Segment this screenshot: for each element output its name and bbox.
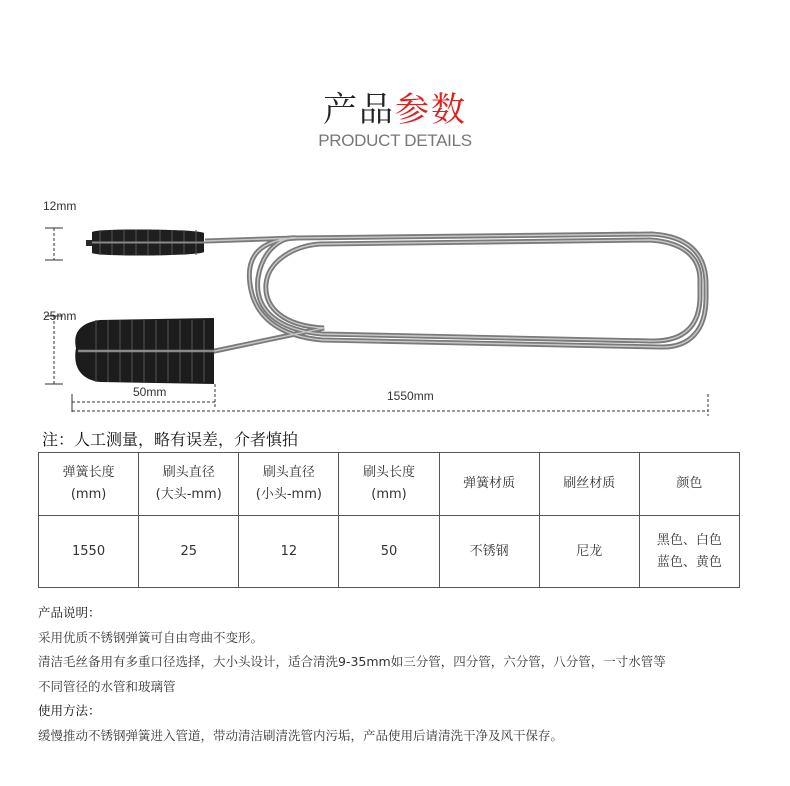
small-brush-head: [86, 229, 205, 255]
header-head-length: 刷头长度 (mm): [339, 453, 439, 516]
value-spring-material: 不锈钢: [439, 516, 539, 588]
head-length-label: 50mm: [133, 385, 167, 399]
spec-header-row: [39, 453, 740, 516]
product-diagram: [0, 180, 790, 420]
description-line-1: 采用优质不锈钢弹簧可自由弯曲不变形。: [38, 629, 264, 645]
spec-value-row: [39, 516, 740, 588]
description-line-2: 清洁毛丝备用有多重口径选择，大小头设计，适合清洗9-35mm如三分管，四分管，六分管，八分管，一寸水管等: [38, 654, 666, 669]
measurement-note: 注：人工测量，略有误差，介者慎拍: [42, 430, 299, 449]
header-spring-material: 弹簧材质: [439, 453, 539, 516]
value-head-length: 50: [339, 516, 439, 588]
small-diameter-label: 12mm: [43, 199, 77, 213]
spring-length-label: 1550mm: [387, 389, 434, 403]
value-bristle-material: 尼龙: [539, 516, 639, 588]
spring-coil: [205, 234, 706, 352]
value-color: 黑色、白色 蓝色、黄色: [639, 516, 739, 588]
title-accent: 参数: [395, 90, 467, 130]
description-line-3: 不同管径的水管和玻璃管: [38, 678, 176, 694]
header-small-diameter: 刷头直径 (小头-mm): [239, 453, 339, 516]
page-subtitle: PRODUCT DETAILS: [318, 131, 472, 150]
large-brush-head: [75, 318, 214, 384]
header-bristle-material: 刷丝材质: [539, 453, 639, 516]
usage-line: 缓慢推动不锈钢弹簧进入管道，带动清洁刷清洗管内污垢，产品使用后请清洗干净及风干保存。: [38, 727, 564, 743]
large-diameter-label: 25mm: [43, 309, 77, 323]
product-description: [38, 601, 758, 748]
header-large-diameter: 刷头直径 (大头-mm): [139, 453, 239, 516]
header-spring-length: 弹簧长度 (mm): [39, 453, 139, 516]
value-small-diameter: 12: [239, 516, 339, 588]
value-large-diameter: 25: [139, 516, 239, 588]
value-spring-length: 1550: [39, 516, 139, 588]
page-title: [0, 82, 790, 131]
title-main: 产品: [323, 90, 395, 130]
spec-table: [38, 452, 740, 588]
product-heading: 产品说明：: [38, 605, 101, 620]
header-color: 颜色: [639, 453, 739, 516]
usage-heading: 使用方法：: [38, 703, 101, 718]
